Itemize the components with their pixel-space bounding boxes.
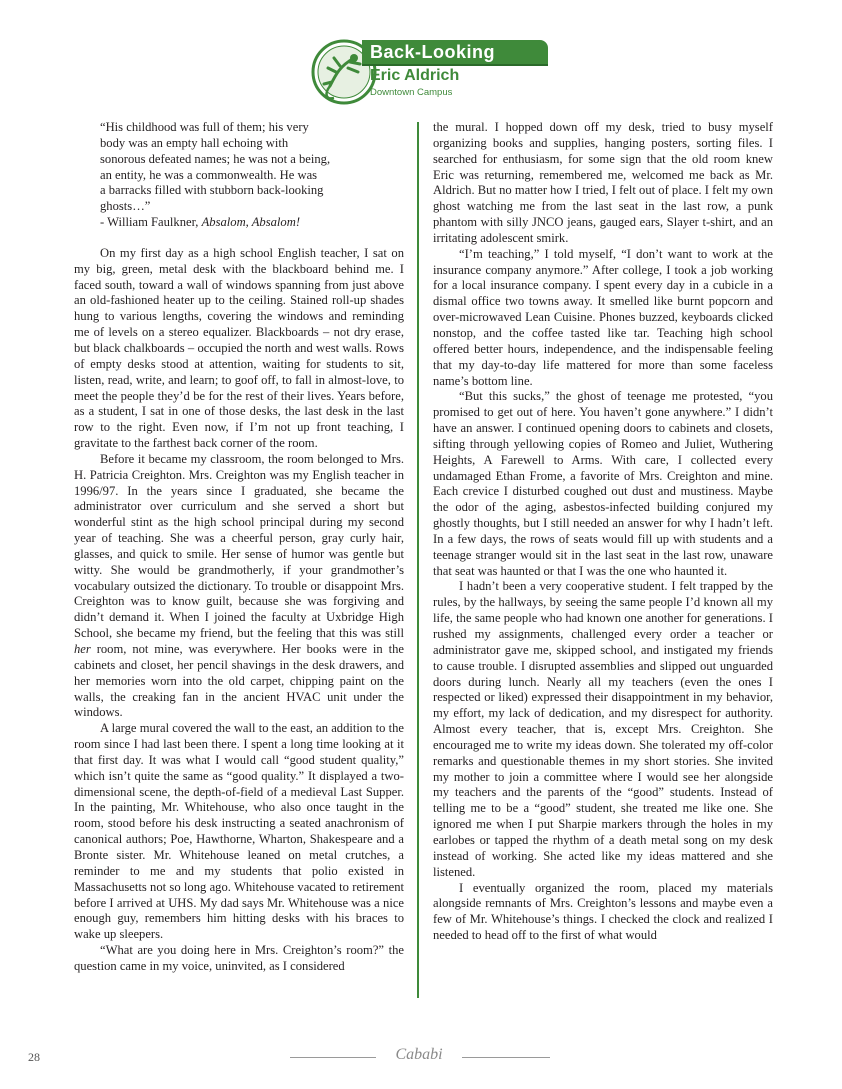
epigraph-line: an entity, he was a commonwealth. He was xyxy=(100,167,318,182)
epigraph-line: sonorous defeated names; he was not a being, xyxy=(100,151,331,166)
footer-rule xyxy=(462,1057,550,1058)
paragraph: A large mural covered the wall to the east, an addition to the room since I had last been there. I spent a long time looking at it that first day. It was what I would call “good student quality,” which isn’t quite the same as “good quality.” It displayed a two-dimensional scene, the depth-of-field of a medieval Last Supper. In the painting, Mr. Whitehouse, who also once taught in the room, stood before his desk instructing a seated anachronism of canonical authors; Poe, Hawthorne, Wharton, Shakespeare and a Bronte sister. Mr. Whitehouse leaned on metal crutches, a reminder to me and my students that polio existed in Massachusetts not so long ago. Whitehouse vacated to retirement before I arrived at UHS. My dad says Mr. Whitehouse was a nice enough guy, remembers him hitting desks with his braces to wake up sleepers. xyxy=(74,721,404,942)
emphasis-text: her xyxy=(74,642,91,656)
epigraph-line: body was an empty hall echoing with xyxy=(100,135,289,150)
paragraph: I eventually organized the room, placed my materials alongside remnants of Mrs. Creighton’s lessons and maybe even a few of Mr. Whitehouse’s things. I checked the clock and realized I needed to head off to the first of what would xyxy=(433,880,773,943)
paragraph xyxy=(74,452,404,721)
series-title: Back-Looking xyxy=(370,42,496,62)
epigraph xyxy=(74,120,404,231)
paragraph: the mural. I hopped down off my desk, tried to busy myself organizing books and supplies, hanging posters, sorting files. I searched for enthusiasm, for some sign that the old room knew Eric was returning, remembered me, welcomed me back as Mr. Aldrich. But no matter how I tried, I felt out of place. I felt my own ghost watching me from the last seat in the last row, a punk phantom with silly JNCO jeans, gauged ears, Slayer t-shirt, and an irritating adolescent smirk. xyxy=(433,120,773,245)
epigraph-quote xyxy=(74,120,404,215)
campus-name: Downtown Campus xyxy=(370,87,453,98)
paragraph: “I’m teaching,” I told myself, “I don’t want to work at the insurance company anymore.” After college, I took a job working for a local insurance company. I spent every day in a cubicle in a dismal office two towns away. It smelled like burnt popcorn and over-microwaved Lean Cuisine. Phones buzzed, keyboards clicked nonstop, and the coffee tasted like tar. Teaching high school offered better hours, independence, and the indispensable feeling that my day-to-day life mattered for more than some faceless name’s bottom line. xyxy=(433,246,773,388)
footer-rule xyxy=(290,1057,376,1058)
magazine-name: Cababi xyxy=(395,1046,443,1063)
epigraph-line: “His childhood was full of them; his very xyxy=(100,120,309,134)
article-header xyxy=(310,36,550,108)
author-name: Eric Aldrich xyxy=(370,67,460,84)
attribution-title: Absalom, Absalom! xyxy=(201,215,301,230)
epigraph-attribution xyxy=(74,215,404,231)
epigraph-line: a barracks filled with stubborn back-looking xyxy=(100,183,324,198)
paragraph: I hadn’t been a very cooperative student. I felt trapped by the rules, by the hallways, by seeing the same people I’d known all my life, the same people who had known one another for generations. I rushed my assignments, challenged every order a teacher or administrator gave me, skipped school, and instigated my friends to cause trouble. I disrupted assemblies and slipped out unguarded doors during lunch. Nearly all my teachers (even the ones I respected or liked) expressed their disappointment in my behavior, my effort, my lack of dedication, and my disrespect for authority. Almost every teacher, that is, except Mrs. Creighton. She encouraged me to write my ideas down. She tolerated my off-color remarks and questionable themes in my short stories. She invited my mother to join a committee where I would see her alongside my teachers and the parents of the “good” students. Instead of telling me to be a “good” student, she treated me like one. She ignored me when I put Sharpie markers through the holes in my earlobes or tapped the rhythm of a death metal song on my desk instead of working. She acted like my ideas mattered and she listened. xyxy=(433,579,773,879)
column-divider xyxy=(417,122,419,998)
paragraph: “But this sucks,” the ghost of teenage me protested, “you promised to get out of here. You haven’t gone anywhere.” I didn’t have an answer. I continued opening doors to cabinets and closets, sifting through yellowing copies of Romeo and Juliet, Wuthering Heights, A Farewell to Arms. With care, I collected every undamaged Ethan Frome, a favorite of Mrs. Creighton and mine. Each crevice I disturbed coughed out dust and mustiness. Maybe the odor of the aging, asbestos-infected building conjured my ghostly thoughts, but I still needed an answer for why I hadn’t left. In a few days, the rows of seats would fill up with students and a teenage stranger would sit in the last seat in the last row, unaware that seat was haunted or that I was the one who haunted it. xyxy=(433,389,773,578)
paragraph: On my first day as a high school English teacher, I sat on my big, green, metal desk with the blackboard behind me. I faced south, toward a wall of windows spanning from just above an old-fashioned heater up to the ceiling. Stained roll-up shades hung to various lengths, covering the windows and reminding me of levels on a stereo equalizer. Blackboards – not dry erase, but black chalkboards – occupied the north and west walls. Rows of empty desks stood at attention, waiting for students to sit, listen, read, write, and learn; to goof off, to fall in almost-love, to meet the people they’d be for the rest of their lives. Years before, as a student, I sat in one of those desks, the last desk in the last row to the right. Even now, if I’m not up front teaching, I gravitate to the farthest back corner of the room. xyxy=(74,245,404,451)
paragraph-text: room, not mine, was everywhere. Her books were in the cabinets and closet, her pencil shavings in the desk drawers, and her memories worn into the old carpet, chipping paint on the walls, the creaking fan in the ancient HVAC unit under the windows. xyxy=(74,642,404,720)
epigraph-line: ghosts…” xyxy=(100,199,151,214)
paragraph: “What are you doing here in Mrs. Creighton’s room?” the question came in my voice, uninvited, as I considered xyxy=(74,943,404,973)
right-column xyxy=(433,120,773,944)
left-column xyxy=(74,120,404,975)
attribution-author: - William Faulkner, xyxy=(100,215,202,230)
page-number: 28 xyxy=(28,1050,40,1064)
paragraph-text: Before it became my classroom, the room belonged to Mrs. H. Patricia Creighton. Mrs. Creighton was my English teacher in 1996/97. In the years since I graduated, she became the administrator over curriculum and she served a short but wonderful stint as the high school principal during my second year of teaching. She was a cheerful person, gray curly hair, glasses, and quick to smile. Her sense of humor was gentle but witty. She would be grandmotherly, if your grandmother’s vocabulary outsized the dictionary. To trouble or disappoint Mrs. Creighton was to know guilt, because she was forgiving and didn’t demand it. When I joined the faculty at Uxbridge High School, she became my friend, but the feeling that this was still xyxy=(74,451,404,641)
